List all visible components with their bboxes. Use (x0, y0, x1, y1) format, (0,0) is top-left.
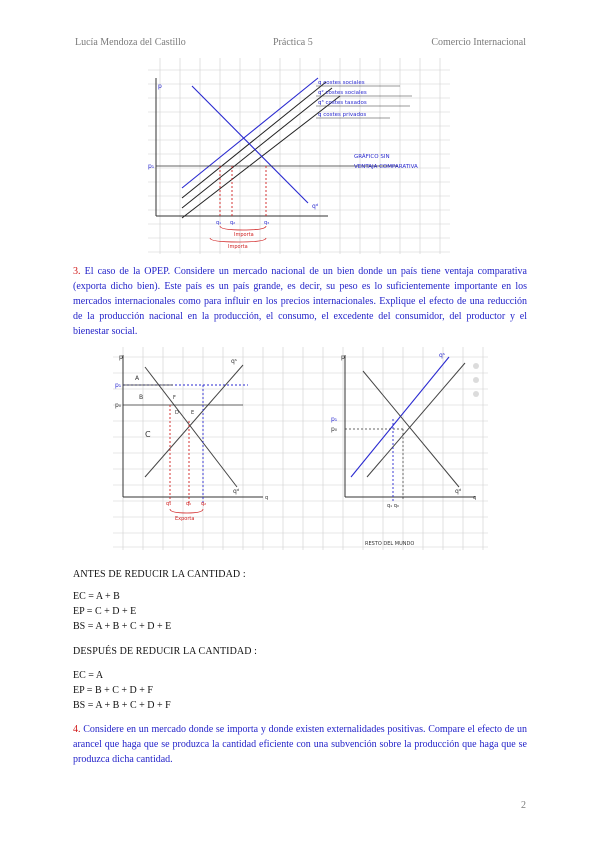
graph2-left-bracket (170, 509, 203, 513)
graph2-left-label-qd: qᵈ (233, 488, 240, 495)
graph2-left-bracket-label: Exporta (175, 516, 195, 522)
graph2-right-label-p: p (341, 354, 345, 361)
graph2-left-label-p0: p₀ (115, 402, 122, 409)
question-3-number: 3. (73, 266, 81, 277)
question-3-text: El caso de la OPEP. Considere un mercado nacional de un bien donde un país tiene ventaja comparativa (exporta dicho bien). Este país es un país grande, es decir, su peso es lo suficientemente importante en los mercados internacionales como para influir en los precios internacionales. Explique el efecto de una reducción de la producción nacional en la producción, el consumo, el excedente del consumidor, del productor y el bienestar social. (73, 266, 527, 337)
page-number: 2 (521, 800, 526, 811)
before-ec: EC = A + B (73, 591, 120, 602)
graph2-right-caption: RESTO DEL MUNDO (365, 541, 415, 547)
graph1-bracket-2 (210, 238, 266, 242)
header-practice: Práctica 5 (273, 37, 313, 48)
graph2-svg (113, 347, 488, 550)
graph2-left-axis-q: q (265, 495, 269, 501)
graph2-left-area-e: E (191, 410, 195, 416)
graph2-side-marks (473, 363, 479, 397)
graph-sin-ventaja-comparativa (148, 58, 450, 254)
question-4-text: Considere en un mercado donde se importa y donde existen externalidades positivas. Compare el efecto de un arancel que haga que se produzca la cantidad eficiente con una subvención sobre la producción que haga que se produzca dicha cantidad. (73, 724, 527, 765)
graph1-bracket-1 (220, 226, 266, 230)
graph2-right-supply (367, 363, 465, 477)
before-ep: EP = C + D + E (73, 606, 137, 617)
before-bs: BS = A + B + C + D + E (73, 621, 172, 632)
graph2-left-area-b: B (139, 394, 144, 401)
question-4 (73, 722, 527, 767)
graph1-supply-line-1 (182, 78, 318, 188)
graph1-note-2: VENTAJA COMPARATIVA (354, 164, 418, 170)
after-bs: BS = A + B + C + D + F (73, 700, 171, 711)
graph2-left-area-a: A (135, 375, 140, 382)
graph1-label-qd: qᵈ (312, 203, 319, 210)
graph1-svg (148, 58, 450, 254)
graph2-right-label-qs: qˢ (439, 352, 446, 359)
graph2-left-tick-q1: q₁ (166, 501, 172, 507)
graph1-tick-q3: q₃ (264, 220, 270, 226)
graph2-left-label-p1: p₁ (115, 382, 122, 389)
before-heading: ANTES DE REDUCIR LA CANTIDAD : (73, 569, 246, 580)
graph1-legend-3: q³ costes taxados (318, 100, 367, 106)
graph1-tick-q2: q₂ (230, 220, 236, 226)
graph1-bracket-label-2: Importa (228, 244, 248, 250)
graph2-right-label-p1: p₁ (331, 416, 338, 423)
graph2-left-label-qs: qˢ (231, 358, 238, 365)
graph1-label-p: p (158, 83, 162, 90)
header-author: Lucía Mendoza del Castillo (75, 37, 186, 48)
graph-opep (113, 347, 488, 550)
graph2-left-area-d: D (175, 410, 179, 416)
after-heading: DESPUÉS DE REDUCIR LA CANTIDAD : (73, 646, 258, 657)
graph2-right-label-p0: p₀ (331, 426, 338, 433)
graph1-supply-line-3 (182, 88, 332, 208)
graph2-right-label-qd: qᵈ (455, 488, 462, 495)
graph2-right-ticks: q₁ q₀ (387, 503, 399, 509)
question-4-number: 4. (73, 724, 81, 735)
graph2-left-area-f: F (173, 395, 176, 401)
graph1-label-p1: p₁ (148, 163, 155, 170)
after-ec: EC = A (73, 670, 104, 681)
graph2-right-axis-q: q (473, 495, 477, 501)
graph1-bracket-label-1: Importa (234, 232, 254, 238)
graph2-left-tick-q0: q₀ (186, 501, 192, 507)
graph1-note-1: GRÁFICO SIN (354, 154, 390, 160)
graph2-left-tick-q2: q₂ (201, 501, 207, 507)
graph2-left-label-p: p (119, 354, 123, 361)
after-ep: EP = B + C + D + F (73, 685, 153, 696)
graph1-tick-q1: q₁ (216, 220, 222, 226)
graph1-supply-line-4 (182, 96, 340, 218)
graph1-legend-2: q² costes sociales (318, 90, 367, 96)
graph1-legend-1: q costes sociales (318, 80, 365, 86)
header-subject: Comercio Internacional (431, 37, 526, 48)
question-3 (73, 264, 527, 339)
graph1-legend-4: q costes privados (318, 112, 367, 118)
graph2-left-area-c: C (145, 430, 151, 439)
